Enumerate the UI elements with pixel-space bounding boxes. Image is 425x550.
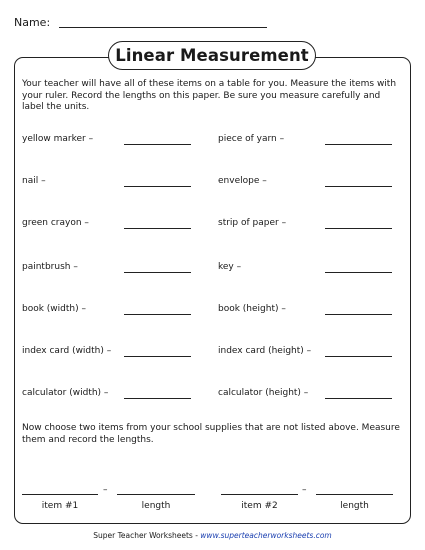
item-2-blank[interactable] — [221, 494, 298, 495]
answer-blank[interactable] — [124, 186, 191, 187]
answer-blank[interactable] — [124, 314, 191, 315]
answer-blank[interactable] — [325, 144, 392, 145]
length-2-caption: length — [340, 501, 369, 511]
dash-separator: – — [302, 485, 307, 495]
answer-blank[interactable] — [325, 398, 392, 399]
item-label: calculator (height) – — [218, 388, 309, 398]
item-label: index card (height) – — [218, 346, 312, 356]
item-label: envelope – — [218, 176, 267, 186]
answer-blank[interactable] — [325, 314, 392, 315]
answer-blank[interactable] — [325, 228, 392, 229]
item-label: book (height) – — [218, 304, 286, 314]
length-1-blank[interactable] — [117, 494, 195, 495]
answer-blank[interactable] — [124, 272, 191, 273]
answer-blank[interactable] — [325, 356, 392, 357]
item-2-caption: item #2 — [241, 501, 278, 511]
answer-blank[interactable] — [124, 144, 191, 145]
worksheet-title: Linear Measurement — [108, 41, 316, 70]
length-1-caption: length — [141, 501, 171, 511]
length-2-blank[interactable] — [316, 494, 393, 495]
item-label: piece of yarn – — [218, 134, 285, 144]
answer-blank[interactable] — [325, 272, 392, 273]
item-label: index card (width) – — [22, 346, 112, 356]
answer-blank[interactable] — [325, 186, 392, 187]
footer-source: Super Teacher Worksheets - — [93, 531, 201, 540]
footer-credit — [0, 531, 425, 540]
dash-separator: – — [103, 485, 108, 495]
item-label: paintbrush – — [22, 262, 78, 272]
name-label: Name: — [14, 16, 51, 29]
instructions: Your teacher will have all of these items on a table for you. Measure the items with your ruler. Record the lengths on this paper. Be sure you measure carefully and label the units. — [22, 79, 397, 112]
item-label: green crayon – — [22, 218, 89, 228]
item-1-blank[interactable] — [22, 494, 98, 495]
second-prompt: Now choose two items from your school supplies that are not listed above. Measure them and record the lengths. — [22, 423, 400, 445]
worksheet-frame — [14, 57, 411, 524]
answer-blank[interactable] — [124, 356, 191, 357]
name-field[interactable] — [59, 27, 267, 28]
item-label: book (width) – — [22, 304, 86, 314]
item-1-caption: item #1 — [41, 501, 79, 511]
item-label: calculator (width) – — [22, 388, 109, 398]
answer-blank[interactable] — [124, 228, 191, 229]
item-label: nail – — [22, 176, 46, 186]
answer-blank[interactable] — [124, 398, 191, 399]
item-label: key – — [218, 262, 242, 272]
item-label: strip of paper – — [218, 218, 287, 228]
item-label: yellow marker – — [22, 134, 94, 144]
footer-link[interactable]: www.superteacherworksheets.com — [200, 531, 332, 540]
